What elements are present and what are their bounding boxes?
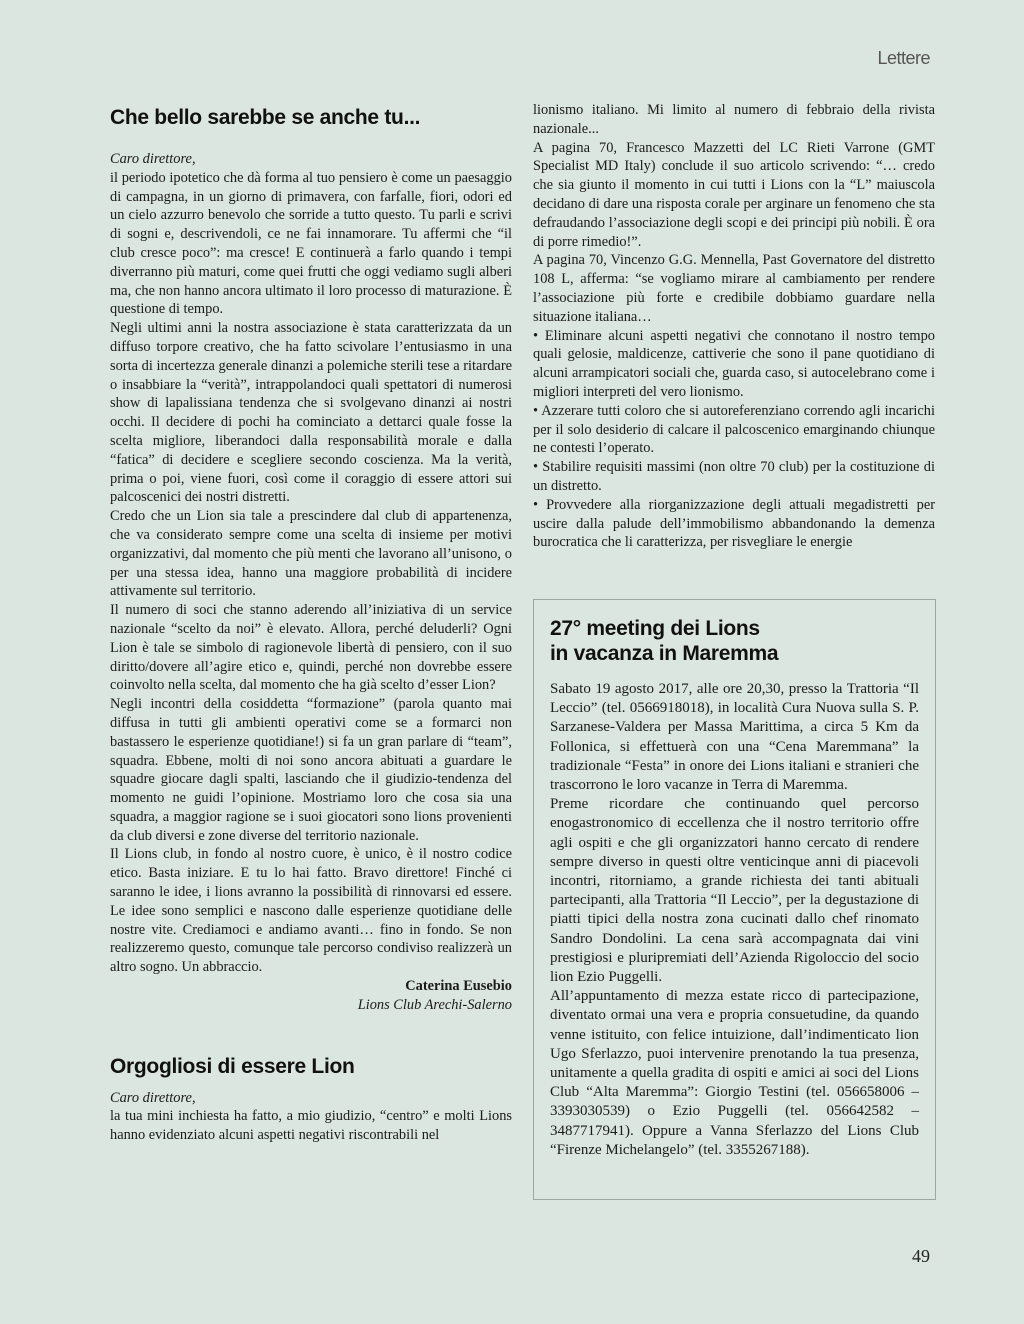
article1-paragraph: Credo che un Lion sia tale a prescindere dal club di appartenenza, che va considerato sempre come una scelta di insieme per motivi organizzativi, dal momento che più menti che lavorano all’unisono, o per una stessa idea, hanno una maggiore probabilità di incidere attivamente sul territorio. bbox=[110, 508, 512, 600]
article1-signature-name: Caterina Eusebio bbox=[405, 978, 512, 995]
article2-paragraph: la tua mini inchiesta ha fatto, a mio giudizio, “centro” e molti Lions hanno evidenziato alcuni aspetti negativi riscontrabili nel bbox=[110, 1108, 512, 1144]
box-title-line1: 27° meeting dei Lions bbox=[550, 617, 760, 640]
section-label: Lettere bbox=[877, 48, 930, 68]
article2-bullet: • Eliminare alcuni aspetti negativi che connotano il nostro tempo quali gelosie, maldicenze, cattiverie che sono il pane quotidiano di alcuni arrampicatori sociali che, guarda caso, si autocelebrano come i migliori interpreti del vero lionismo. bbox=[533, 327, 935, 400]
article2-paragraph: A pagina 70, Francesco Mazzetti del LC Rieti Varrone (GMT Specialist MD Italy) conclude il suo articolo scrivendo: “… credo che sia giunto il momento in cui tutti i Lions con la “L” maiuscola decidano di dare una risposta corale per arginare un fenomeno che sta defraudando l’associazione degli scopi e dei principi più nobili. È ora di porre rimedio!”. bbox=[533, 139, 935, 250]
right-column bbox=[533, 101, 935, 552]
box-paragraph: Preme ricordare che continuando quel percorso enogastronomico di eccellenza che il nostro territorio offre agli ospiti e che gli organizzatori hanno cercato di rendere sempre diverso in questi oltre venticinque anni di piacevoli incontri, ritorniamo, a grande richiesta dei tanti abituali partecipanti, alla Trattoria “Il Leccio”, per la degustazione di piatti tipici della nostra zona cucinati dallo chef rinomato Sandro Dondolini. La cena sarà accompagnata dai vini prestigiosi e pluripremiati dell’Azienda Rigoloccio del socio lion Ezio Puggelli. bbox=[550, 796, 919, 986]
article2-paragraph: A pagina 70, Vincenzo G.G. Mennella, Past Governatore del distretto 108 L, afferma: “se vogliamo mirare al cambiamento per rendere l’associazione più forte e credibile dobbiamo guardare nella situazione italiana… bbox=[533, 252, 935, 325]
article2-bullet: • Azzerare tutti coloro che si autoreferenziano correndo agli incarichi per il solo desiderio di calcare il palcoscenico emarginando chiunque ne contesti l’operato. bbox=[533, 402, 935, 457]
article1-paragraph: il periodo ipotetico che dà forma al tuo pensiero è come un paesaggio di campagna, in un giorno di primavera, con farfalle, fiori, odori ed un cielo azzurro benevolo che sorride a tutto questo. Tu parli e scrivi di sogni e, descrivendoli, ce ne fai innamorare. Tu affermi che “il club cresce poco”: ma cresce! E continuerà a farlo quando i tempi diverranno più maturi, come quei frutti che oggi vediamo sugli alberi ma, che non hanno ancora ultimato il loro processo di maturazione. È questione di tempo. bbox=[110, 169, 512, 318]
article1-paragraph: Negli ultimi anni la nostra associazione è stata caratterizzata da un diffuso torpore creativo, che ha fatto scivolare l’entusiasmo in una sorta di incertezza generale dinanzi a polemiche sterili tese a ritardare o insabbiare la “verità”, intrappolandoci quali spettatori di numerosi show di lapalissiana tendenza che si svolgevano dinanzi ai nostri occhi. Il decidere di pochi ha cominciato a dettarci quale fosse la scelta migliore, liberandoci dalla responsabilità morale e dalla “fatica” di decidere e scegliere secondo coscienza. Ma la verità, prima o poi, viene fuori, così come il coraggio di essere attori sui palcoscenici dei nostri distretti. bbox=[110, 320, 512, 506]
article2-paragraph: lionismo italiano. Mi limito al numero di febbraio della rivista nazionale... bbox=[533, 102, 935, 137]
article1-title: Che bello sarebbe se anche tu... bbox=[110, 106, 421, 129]
article1-salutation: Caro direttore, bbox=[110, 151, 196, 167]
page-number: 49 bbox=[912, 1246, 930, 1266]
left-column bbox=[110, 106, 512, 1145]
article2-bullet: • Stabilire requisiti massimi (non oltre 70 club) per la costituzione di un distretto. bbox=[533, 459, 935, 494]
article1-signature-club: Lions Club Arechi-Salerno bbox=[357, 996, 512, 1013]
box-title-line2: in vacanza in Maremma bbox=[550, 642, 779, 665]
article1-paragraph: Negli incontri della cosiddetta “formazione” (parola quanto mai diffusa in tutti gli ambienti operativi come se a formarci non bastassero le esperienze quotidiane!) si fa un gran parlare di “team”, squadra. Ebbene, molti di noi sono ancora abituati a guardare le squadre giocare dagli spalti, lasciando che il giudizio-tendenza del momento ne guidi l’opinione. Mostriamo loro che cosa sia una squadra, a maggior ragione se i suoi giocatori sono lions provenienti da club diversi e zone diverse del territorio nazionale. bbox=[110, 696, 512, 844]
article1-paragraph: Il Lions club, in fondo al nostro cuore, è unico, è il nostro codice etico. Basta iniziare. E tu lo hai fatto. Bravo direttore! Finché ci saranno le idee, i lions avranno la possibilità di rinnovarsi ed essere. Le idee sono semplici e nascono dalle esperienze quotidiane delle nostre vite. Crediamoci e andiamo avanti… fino in fondo. Se non realizzeremo questo, comunque tale percorso condiviso realizzerà un altro sogno. Un abbraccio. bbox=[110, 846, 512, 976]
box-paragraph: Sabato 19 agosto 2017, alle ore 20,30, presso la Trattoria “Il Leccio” (tel. 0566918018), in località Cura Nuova sulla S. P. Sarzanese-Valdera per Massa Marittima, a circa 5 Km da Follonica, si effettuerà con una “Cena Maremmana” la tradizionale “Festa” in onore dei Lions italiani e stranieri che trascorrono le loro vacanze in Terra di Maremma. bbox=[550, 681, 919, 794]
article1-paragraph: Il numero di soci che stanno aderendo all’iniziativa di un service nazionale “scelto da noi” è elevato. Allora, perché deluderli? Ogni Lion è tale se simbolo di ragionevole libertà di pensiero, con il suo diritto/dovere all’agire etico e, quindi, perché non dovrebbe essere coinvolto nella scelta, dal momento che ha già scelto d’esser Lion? bbox=[110, 602, 512, 694]
article2-title: Orgogliosi di essere Lion bbox=[110, 1054, 355, 1078]
article2-bullet: • Provvedere alla riorganizzazione degli attuali megadistretti per uscire dalla palude dell’immobilismo abbandonando la demenza burocratica che li caratterizza, per risvegliare le energie bbox=[533, 496, 935, 551]
article2-salutation: Caro direttore, bbox=[110, 1089, 196, 1106]
meeting-box bbox=[533, 599, 936, 1200]
box-paragraph: All’appuntamento di mezza estate ricco di partecipazione, diventato ormai una vera e propria consuetudine, da quando venne istituito, con felice intuizione, dall’indimenticato lion Ugo Sferlazzo, puoi intervenire prenotando la tua presenza, unitamente a quella gradita di ospiti e amici ai soci del Lions Club “Alta Maremma”: Giorgio Testini (tel. 056658006 – 3393030539) o Ezio Puggelli (tel. 056642582 – 3487717941). Oppure a Vanna Sferlazzo del Lions Club “Firenze Michelangelo” (tel. 3355267188). bbox=[550, 988, 919, 1158]
